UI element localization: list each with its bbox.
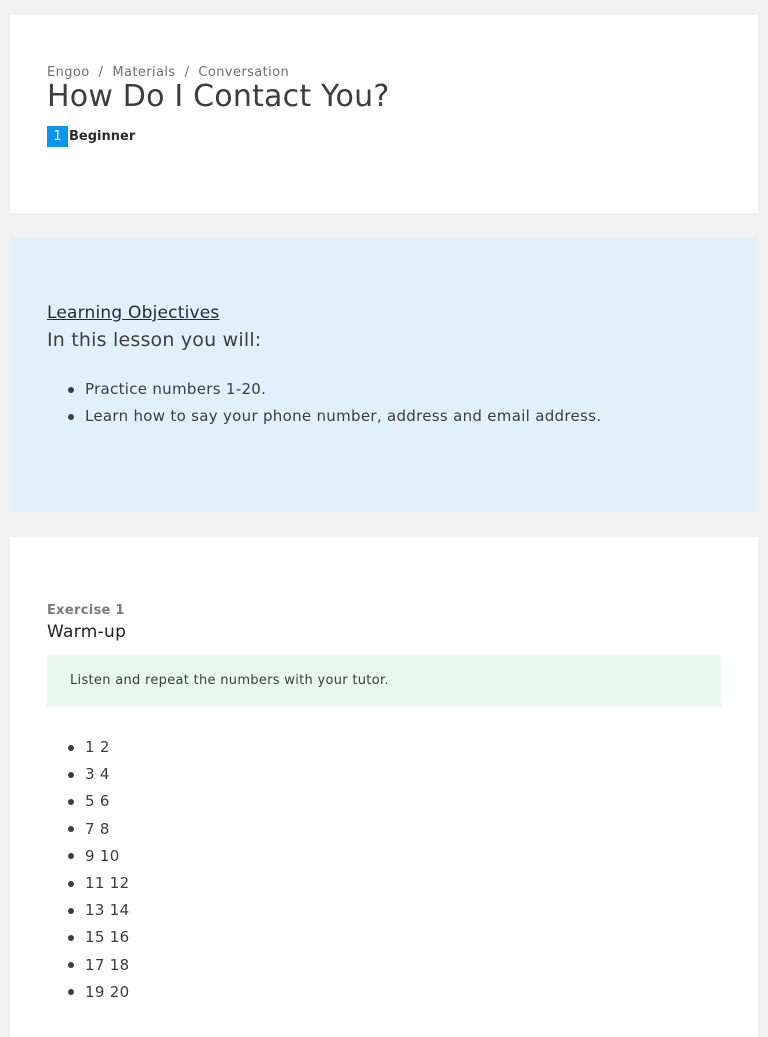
level-number-badge: 1	[47, 126, 68, 147]
number-pair-item: 13 14	[47, 897, 129, 924]
exercise-number-label: Exercise 1	[47, 603, 125, 618]
objective-item: Learn how to say your phone number, address and email address.	[47, 403, 601, 430]
objective-item: Practice numbers 1-20.	[47, 376, 601, 403]
breadcrumb	[47, 65, 289, 80]
objectives-list	[47, 376, 601, 430]
number-list	[47, 734, 129, 1006]
number-pair-item: 7 8	[47, 816, 129, 843]
number-pair-item: 11 12	[47, 870, 129, 897]
level-indicator	[47, 126, 135, 147]
number-pair-item: 15 16	[47, 924, 129, 951]
number-pair-item: 1 2	[47, 734, 129, 761]
breadcrumb-separator: /	[98, 65, 104, 80]
exercise-title: Warm-up	[47, 622, 127, 642]
breadcrumb-engoo-link[interactable]: Engoo	[47, 65, 90, 80]
learning-objectives-card	[10, 237, 758, 512]
breadcrumb-separator: /	[184, 65, 190, 80]
objectives-heading: In this lesson you will:	[47, 329, 262, 351]
number-pair-item: 5 6	[47, 788, 129, 815]
number-pair-item: 19 20	[47, 979, 129, 1006]
lesson-header-card	[10, 15, 758, 213]
number-pair-item: 9 10	[47, 843, 129, 870]
number-pair-item: 17 18	[47, 952, 129, 979]
level-label: Beginner	[69, 129, 136, 144]
exercise-instruction: Listen and repeat the numbers with your tutor.	[47, 655, 721, 707]
exercise-card	[10, 537, 758, 1037]
breadcrumb-conversation-link[interactable]: Conversation	[198, 65, 290, 80]
learning-objectives-link[interactable]: Learning Objectives	[47, 303, 220, 323]
page-title: How Do I Contact You?	[47, 79, 390, 114]
number-pair-item: 3 4	[47, 761, 129, 788]
breadcrumb-materials-link[interactable]: Materials	[112, 65, 176, 80]
